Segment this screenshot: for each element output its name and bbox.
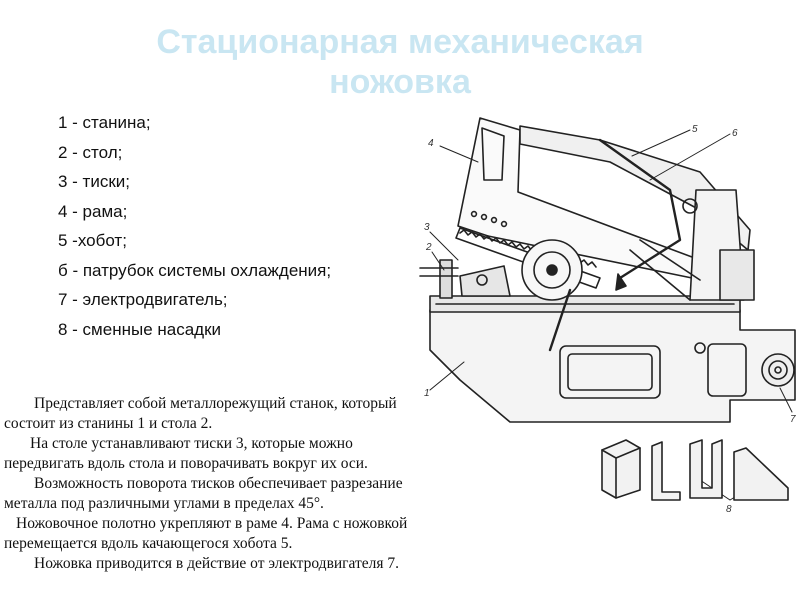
legend-item: 5 -хобот; bbox=[58, 231, 127, 250]
description-line: состоит из станины 1 и стола 2. bbox=[4, 415, 213, 432]
description-line: Представляет собой металлорежущий станок, который bbox=[34, 395, 397, 412]
legend-item: 3 - тиски; bbox=[58, 172, 131, 191]
description bbox=[4, 394, 524, 574]
diagram-label: 3 bbox=[424, 222, 430, 233]
attachment-wedge bbox=[734, 448, 788, 500]
diagram-label: 2 bbox=[426, 242, 432, 253]
legend-item: 8 - сменные насадки bbox=[58, 319, 222, 339]
description-line: передвигать вдоль стола и поворачивать вокруг их оси. bbox=[4, 455, 368, 472]
title-line-1: Стационарная механическая bbox=[156, 23, 644, 61]
diagram-label: 1 bbox=[424, 388, 430, 399]
electric-motor bbox=[762, 354, 794, 386]
vice bbox=[460, 266, 510, 296]
diagram-label: 5 bbox=[692, 124, 698, 135]
description-line: металла под различными углами в пределах 45°. bbox=[4, 495, 324, 512]
legend-item: 7 - электродвигатель; bbox=[58, 290, 228, 309]
legend-item: 4 - рама; bbox=[58, 201, 128, 221]
description-line: перемещается вдоль качающегося хобота 5. bbox=[4, 535, 293, 552]
parts-legend bbox=[58, 108, 331, 344]
attachment-angle bbox=[652, 442, 680, 500]
attachment-channel bbox=[690, 440, 722, 498]
diagram-label: 6 bbox=[732, 128, 738, 139]
legend-item: 2 - стол; bbox=[58, 142, 123, 162]
title-line-2: ножовка bbox=[329, 63, 471, 101]
description-line: На столе устанавливают тиски 3, которые можно bbox=[30, 435, 353, 452]
slide-title bbox=[40, 22, 760, 102]
diagram-label: 4 bbox=[428, 138, 434, 149]
description-line: Ножовочное полотно укрепляют в раме 4. Рама с ножовкой bbox=[16, 515, 408, 532]
diagram-label: 7 bbox=[790, 414, 796, 425]
interchangeable-attachments bbox=[602, 440, 788, 500]
description-line: Возможность поворота тисков обеспечивает разрезание bbox=[34, 475, 403, 492]
legend-item: 1 - станина; bbox=[58, 113, 151, 132]
legend-item: б - патрубок системы охлаждения; bbox=[58, 260, 332, 280]
diagram-label: 8 bbox=[726, 504, 732, 515]
description-line: Ножовка приводится в действие от электродвигателя 7. bbox=[34, 555, 400, 572]
